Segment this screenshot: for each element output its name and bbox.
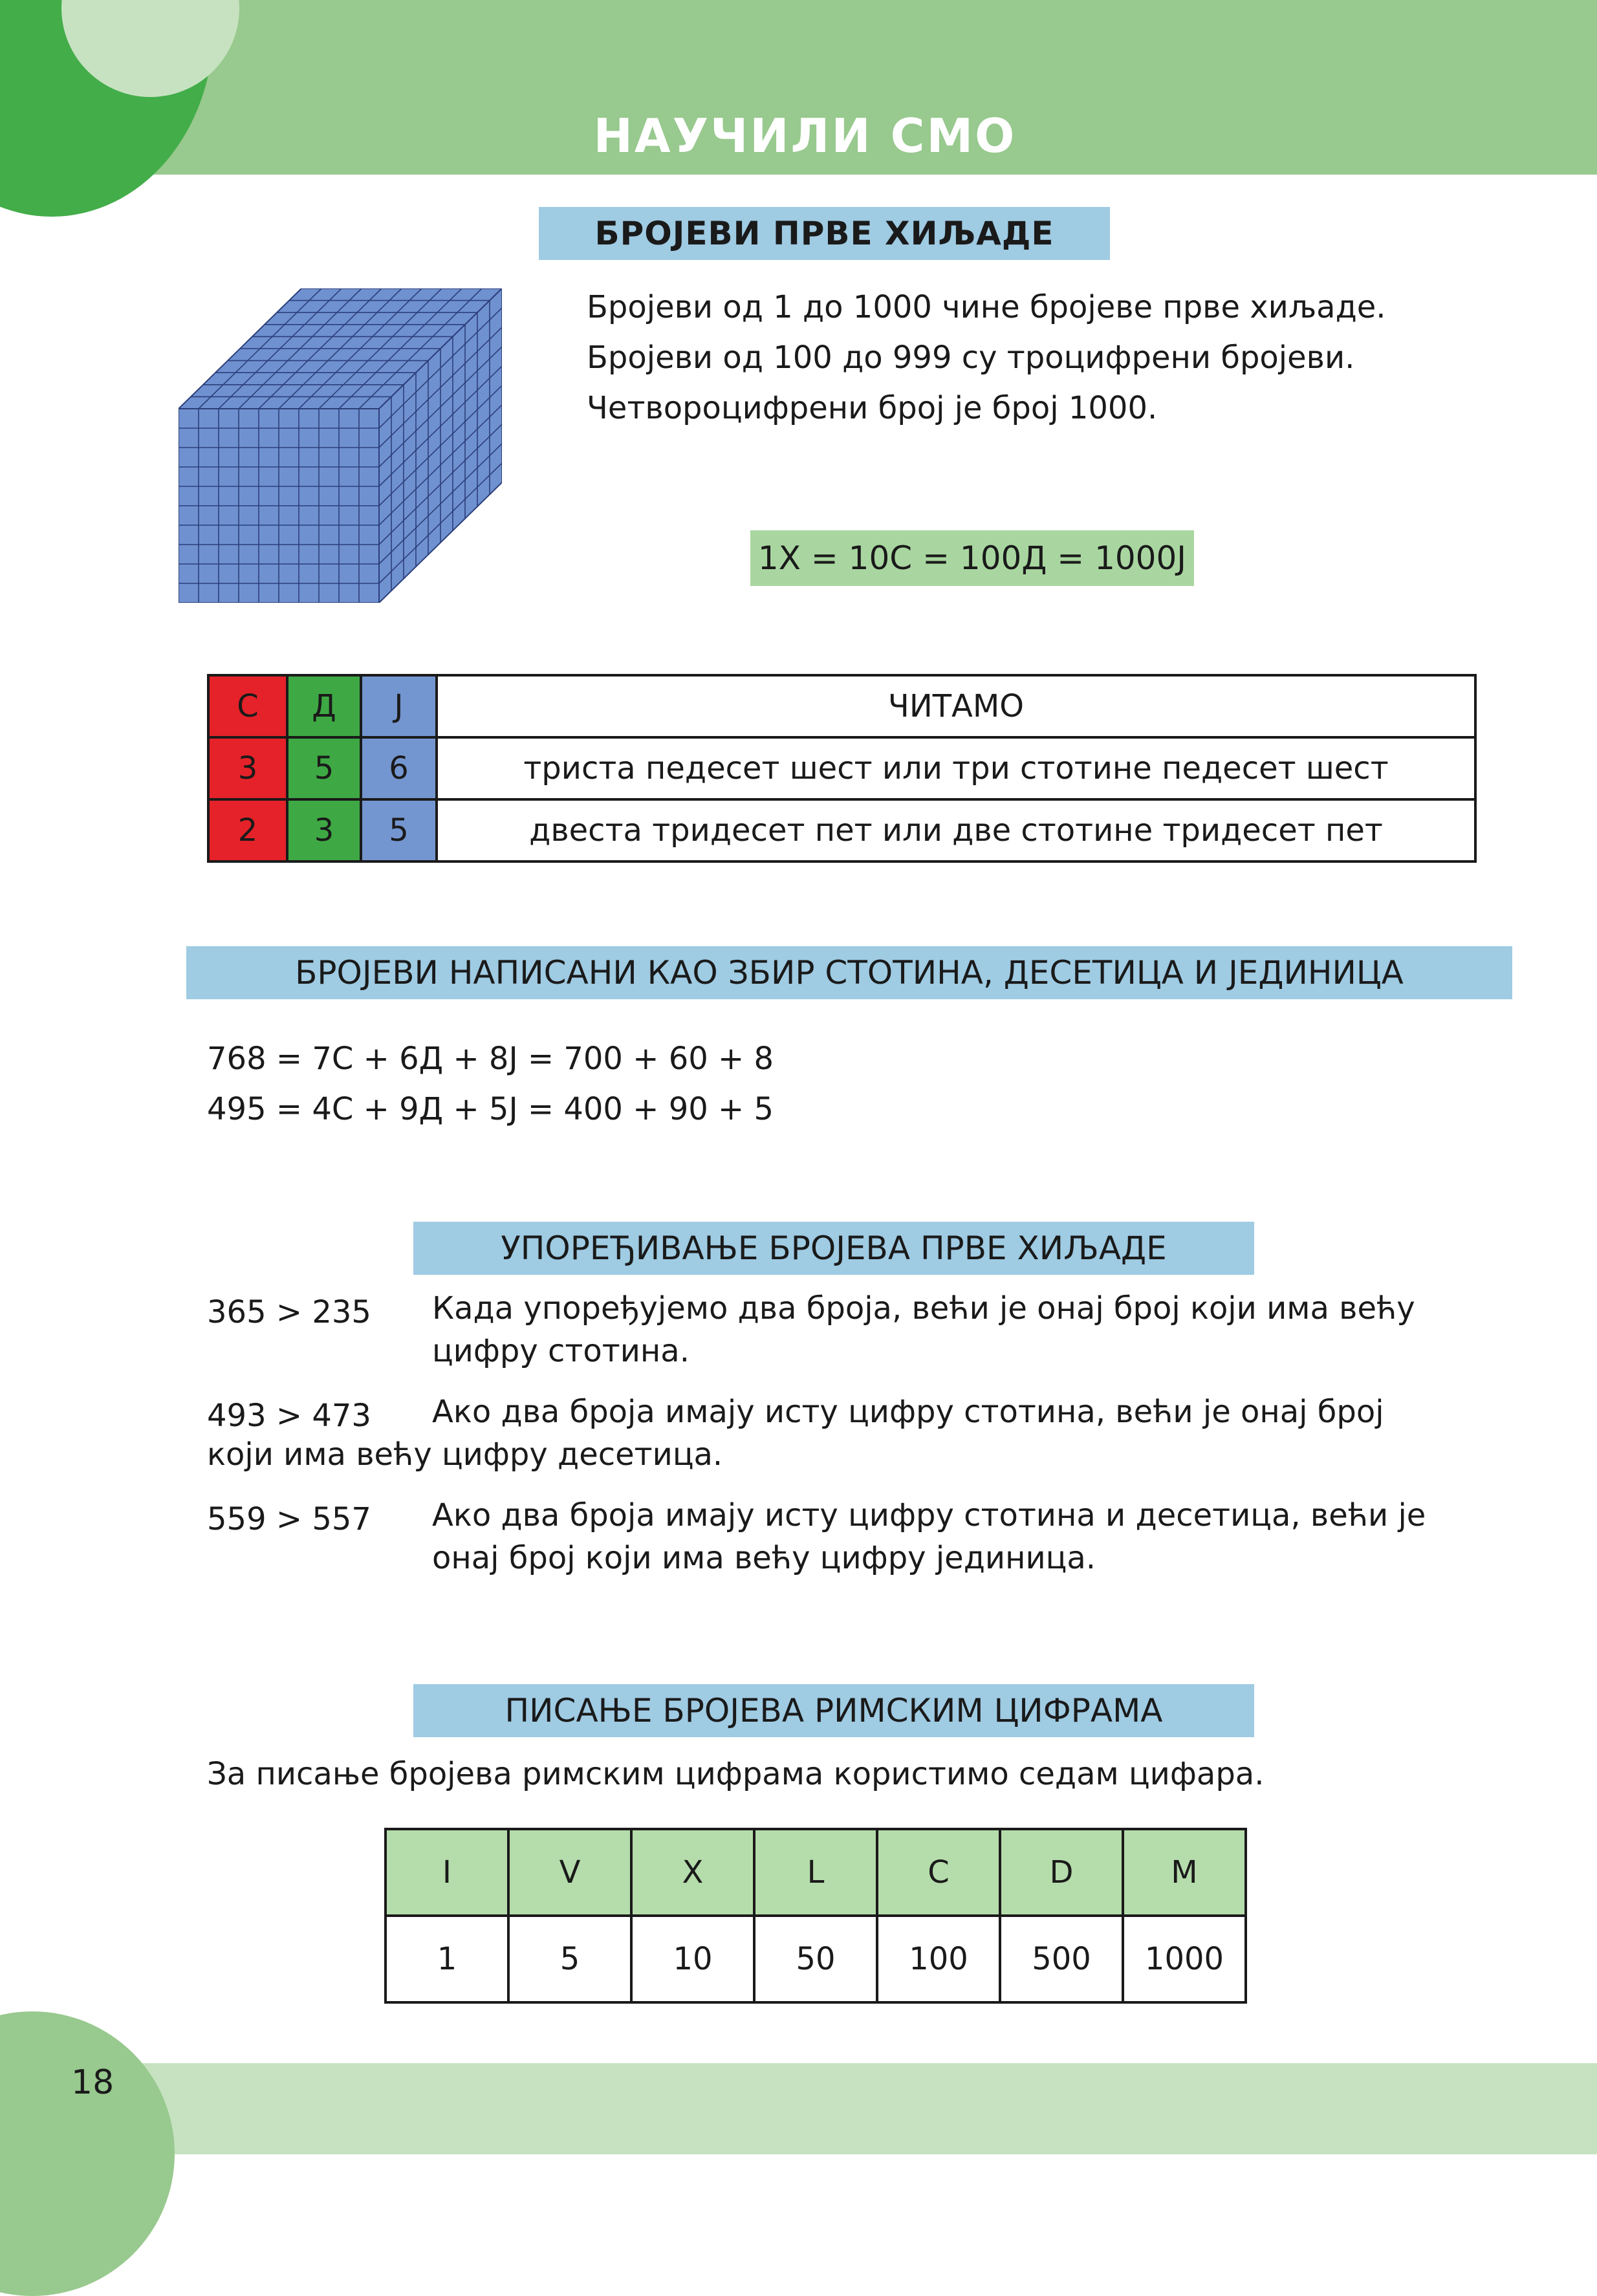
roman-value: 100 [877,1916,1000,2002]
roman-intro: За писање бројева римским цифрама користимо седам цифара. [207,1756,1265,1792]
roman-value: 500 [1000,1916,1123,2002]
intro-line-1: Бројеви од 1 до 1000 чине бројеве прве хиљаде. [587,289,1386,325]
comparison-rule-1-line-2: цифру стотина. [432,1333,690,1369]
roman-value: 50 [754,1916,877,2002]
header-ones: Ј [361,675,437,737]
roman-symbol: V [508,1829,631,1916]
table-row [208,799,1475,861]
cell-tens: 3 [287,799,361,861]
comparison-rule-1-line-1: Када упоређујемо два броја, већи је онај број који има већу [432,1290,1415,1327]
roman-value: 1000 [1123,1916,1246,2002]
roman-numerals-table [384,1828,1247,2004]
roman-symbol: C [877,1829,1000,1916]
section-heading-first-thousand: БРОЈЕВИ ПРВЕ ХИЉАДЕ [539,207,1110,260]
intro-line-3: Четвороцифрени број је број 1000. [587,390,1158,426]
header-hundreds: С [208,675,287,737]
cell-ones: 6 [361,737,437,799]
header-reading: ЧИТАМО [437,675,1475,737]
roman-symbol: X [631,1829,754,1916]
roman-symbol: L [754,1829,877,1916]
place-value-table [207,674,1477,863]
expanded-form-line-1: 768 = 7С + 6Д + 8Ј = 700 + 60 + 8 [207,1041,774,1077]
page-number: 18 [71,2063,114,2102]
roman-value: 1 [386,1916,508,2002]
roman-symbol: D [1000,1829,1123,1916]
comparison-rule-2-line-2: који има већу цифру десетица. [207,1436,723,1473]
comparison-rule-3-line-2: онај број који има већу цифру јединица. [432,1540,1096,1576]
table-header-row [208,675,1475,737]
roman-symbol: M [1123,1829,1246,1916]
section-heading-expanded-form: БРОЈЕВИ НАПИСАНИ КАО ЗБИР СТОТИНА, ДЕСЕТИЦА И ЈЕДИНИЦА [186,946,1512,999]
page-title: НАУЧИЛИ СМО [593,109,1017,163]
roman-symbol: I [386,1829,508,1916]
roman-value: 10 [631,1916,754,2002]
roman-value: 5 [508,1916,631,2002]
cell-ones: 5 [361,799,437,861]
section-heading-comparison: УПОРЕЂИВАЊЕ БРОЈЕВА ПРВЕ ХИЉАДЕ [413,1222,1254,1275]
comparison-example-3: 559 > 557 [207,1501,371,1537]
cell-hundreds: 3 [208,737,287,799]
thousand-cube-illustration [179,288,502,603]
unit-equivalence-formula: 1Х = 10С = 100Д = 1000Ј [750,530,1194,586]
cell-reading: триста педесет шест или три стотине педесет шест [437,737,1475,799]
table-row [208,737,1475,799]
comparison-example-1: 365 > 235 [207,1294,371,1330]
header-tens: Д [287,675,361,737]
cell-reading: двеста тридесет пет или две стотине тридесет пет [437,799,1475,861]
expanded-form-line-2: 495 = 4С + 9Д + 5Ј = 400 + 90 + 5 [207,1091,774,1127]
comparison-rule-2-line-1: Ако два броја имају исту цифру стотина, већи је онај број [432,1394,1384,1430]
section-heading-roman-numerals: ПИСАЊЕ БРОЈЕВА РИМСКИМ ЦИФРАМА [413,1684,1254,1737]
footer-circle [0,2011,175,2296]
intro-line-2: Бројеви од 100 до 999 су троцифрени бројеви. [587,340,1355,376]
comparison-example-2: 493 > 473 [207,1398,371,1434]
cell-hundreds: 2 [208,799,287,861]
cell-tens: 5 [287,737,361,799]
roman-symbols-row [386,1829,1246,1916]
comparison-rule-3-line-1: Ако два броја имају исту цифру стотина и десетица, већи је [432,1497,1426,1533]
footer-band [0,2063,1597,2154]
roman-values-row [386,1916,1246,2002]
